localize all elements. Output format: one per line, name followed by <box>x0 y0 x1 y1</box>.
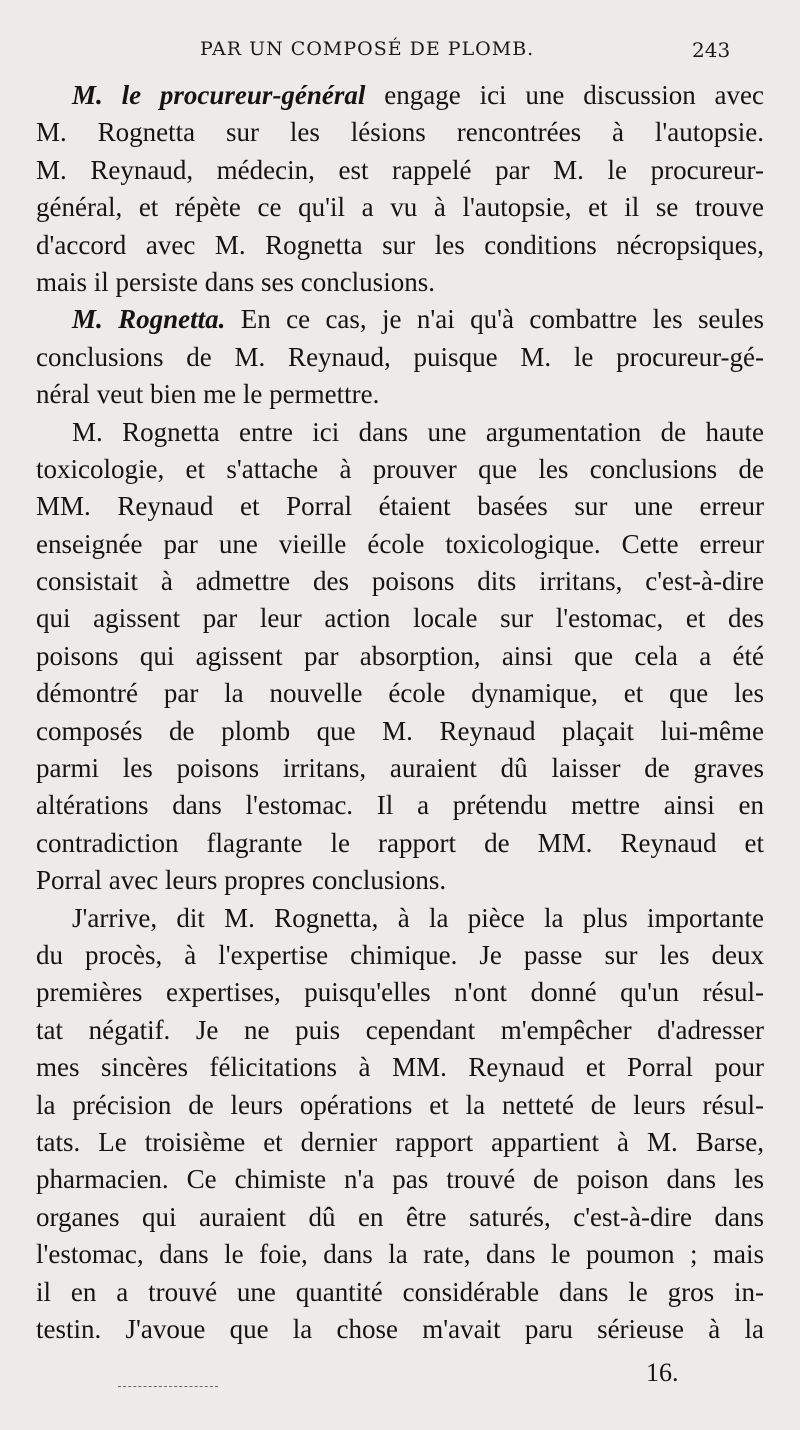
text-line: M. Reynaud, médecin, est rappelé par M. le procureur- <box>36 154 764 185</box>
text-line: testin. J'avoue que la chose m'avait paru sérieuse à la <box>36 1313 764 1344</box>
text-line: altérations dans l'estomac. Il a prétendu mettre ainsi en <box>36 790 764 821</box>
page-number: 243 <box>692 38 731 62</box>
text-line: M. Rognetta. En ce cas, je n'ai qu'à combattre les seules <box>72 304 764 335</box>
speaker-name: M. Rognetta. <box>72 304 226 335</box>
text-line: néral veut bien me le permettre. <box>36 379 380 410</box>
signature-mark: 16. <box>646 1358 679 1387</box>
body-text <box>36 77 764 1348</box>
footer-rule <box>118 1386 218 1387</box>
text-line: M. le procureur-général engage ici une discussion avec <box>72 80 765 110</box>
text-line: général, et répète ce qu'il a vu à l'autopsie, et il se trouve <box>36 192 764 223</box>
page-header <box>0 38 800 68</box>
text-line: enseignée par une vieille école toxicologique. Cette erreur <box>36 528 764 559</box>
text-line: consistait à admettre des poisons dits irritans, c'est-à-dire <box>36 566 764 597</box>
text-line: tats. Le troisième et dernier rapport appartient à M. Barse, <box>36 1126 764 1157</box>
text-line: composés de plomb que M. Reynaud plaçait lui-même <box>36 715 764 746</box>
text-line: conclusions de M. Reynaud, puisque M. le procureur-gé- <box>36 341 764 372</box>
text-line: l'estomac, dans le foie, dans la rate, dans le poumon ; mais <box>36 1239 764 1270</box>
text-line: M. Rognetta entre ici dans une argumentation de haute <box>72 416 764 447</box>
text-line: MM. Reynaud et Porral étaient basées sur une erreur <box>36 491 764 522</box>
text-line: Porral avec leurs propres conclusions. <box>36 865 447 896</box>
text-line: poisons qui agissent par absorption, ainsi que cela a été <box>36 640 764 671</box>
text-line: J'arrive, dit M. Rognetta, à la pièce la plus importante <box>72 902 764 933</box>
text-line: premières expertises, puisqu'elles n'ont donné qu'un résul- <box>36 977 764 1008</box>
text-line: la précision de leurs opérations et la netteté de leurs résul- <box>36 1089 764 1120</box>
text-line: du procès, à l'expertise chimique. Je passe sur les deux <box>36 939 764 970</box>
text-line: pharmacien. Ce chimiste n'a pas trouvé de poison dans les <box>36 1164 764 1195</box>
text-line: il en a trouvé une quantité considérable dans le gros in- <box>36 1276 764 1307</box>
text-line: parmi les poisons irritans, auraient dû laisser de graves <box>36 753 764 784</box>
text-line: organes qui auraient dû en être saturés, c'est-à-dire dans <box>36 1201 764 1232</box>
text-line: tat négatif. Je ne puis cependant m'empêcher d'adresser <box>36 1014 764 1045</box>
text-line: toxicologie, et s'attache à prouver que les conclusions de <box>36 453 764 484</box>
text-line: M. Rognetta sur les lésions rencontrées à l'autopsie. <box>36 117 764 148</box>
text-line: mes sincères félicitations à MM. Reynaud et Porral pour <box>36 1052 764 1083</box>
text-line: démontré par la nouvelle école dynamique, et que les <box>36 678 764 709</box>
text-line: d'accord avec M. Rognetta sur les conditions nécropsiques, <box>36 229 764 260</box>
text-line: qui agissent par leur action locale sur l'estomac, et des <box>36 603 764 634</box>
text-line: contradiction flagrante le rapport de MM. Reynaud et <box>36 827 764 858</box>
text-line: mais il persiste dans ses conclusions. <box>36 266 435 297</box>
running-head: PAR UN COMPOSÉ DE PLOMB. <box>200 38 535 60</box>
speaker-name: M. le procureur-général <box>72 80 366 110</box>
